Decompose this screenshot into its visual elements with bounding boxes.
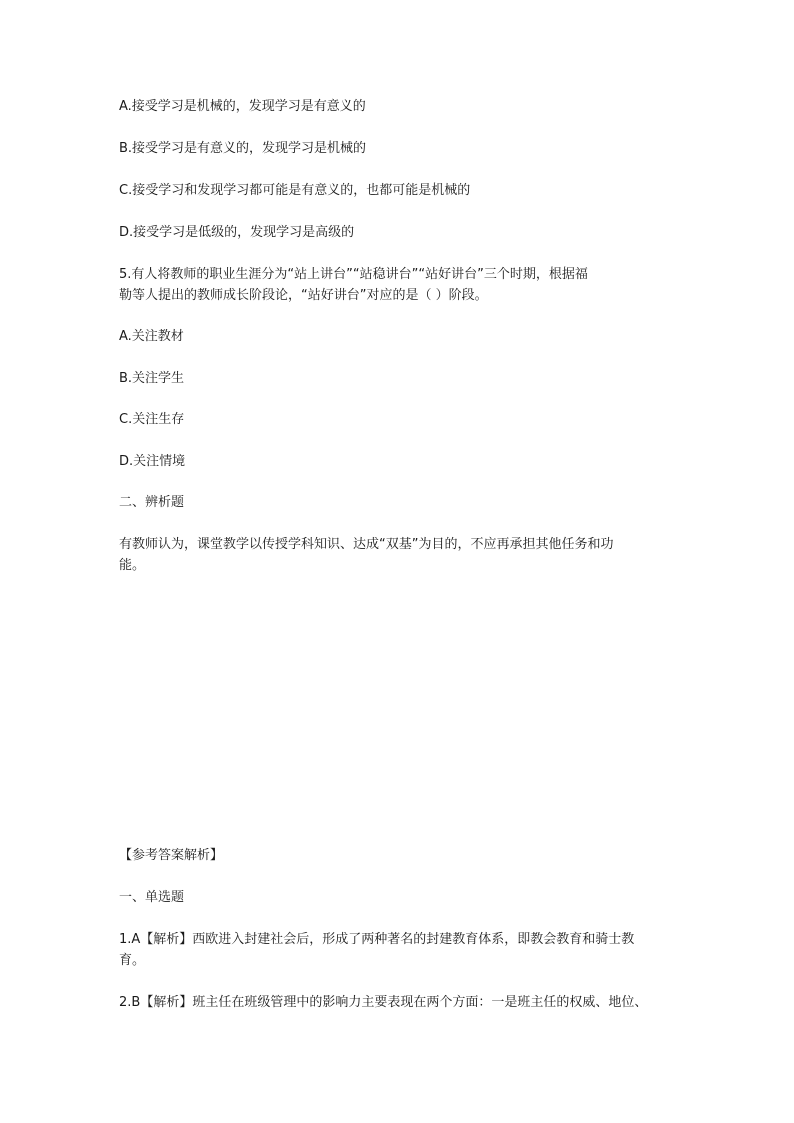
section-two-prompt [119, 534, 679, 576]
section-two-prompt-line-1: 有教师认为，课堂教学以传授学科知识、达成“双基”为目的，不应再承担其他任务和功 [119, 537, 614, 552]
q5-option-b: B.关注学生 [119, 371, 185, 386]
answer-1 [119, 929, 679, 971]
q4-option-b: B.接受学习是有意义的，发现学习是机械的 [119, 141, 367, 156]
answer-2-line-1: 2.B【解析】班主任在班级管理中的影响力主要表现在两个方面：一是班主任的权威、地位、 [119, 995, 648, 1010]
answers-heading: 【参考答案解析】 [119, 848, 224, 863]
q5-stem [119, 264, 679, 306]
q4-option-c: C.接受学习和发现学习都可能是有意义的，也都可能是机械的 [119, 183, 471, 198]
q5-stem-line-1: 5.有人将教师的职业生涯分为“站上讲台”“站稳讲台”“站好讲台”三个时期，根据福 [119, 267, 588, 282]
q4-option-d: D.接受学习是低级的，发现学习是高级的 [119, 225, 355, 240]
answer-1-line-2: 育。 [119, 953, 146, 968]
q5-option-c: C.关注生存 [119, 412, 185, 427]
q5-stem-line-2: 勒等人提出的教师成长阶段论，“站好讲台”对应的是（ ）阶段。 [119, 288, 488, 303]
q5-option-a: A.关注教材 [119, 329, 184, 344]
section-two-heading: 二、辨析题 [119, 495, 185, 510]
section-two-prompt-line-2: 能。 [119, 558, 146, 573]
answers-sub-heading: 一、单选题 [119, 890, 185, 905]
q4-option-a: A.接受学习是机械的，发现学习是有意义的 [119, 99, 366, 114]
answer-1-line-1: 1.A【解析】西欧进入封建社会后，形成了两种著名的封建教育体系，即教会教育和骑士教 [119, 932, 635, 947]
q5-option-d: D.关注情境 [119, 454, 186, 469]
